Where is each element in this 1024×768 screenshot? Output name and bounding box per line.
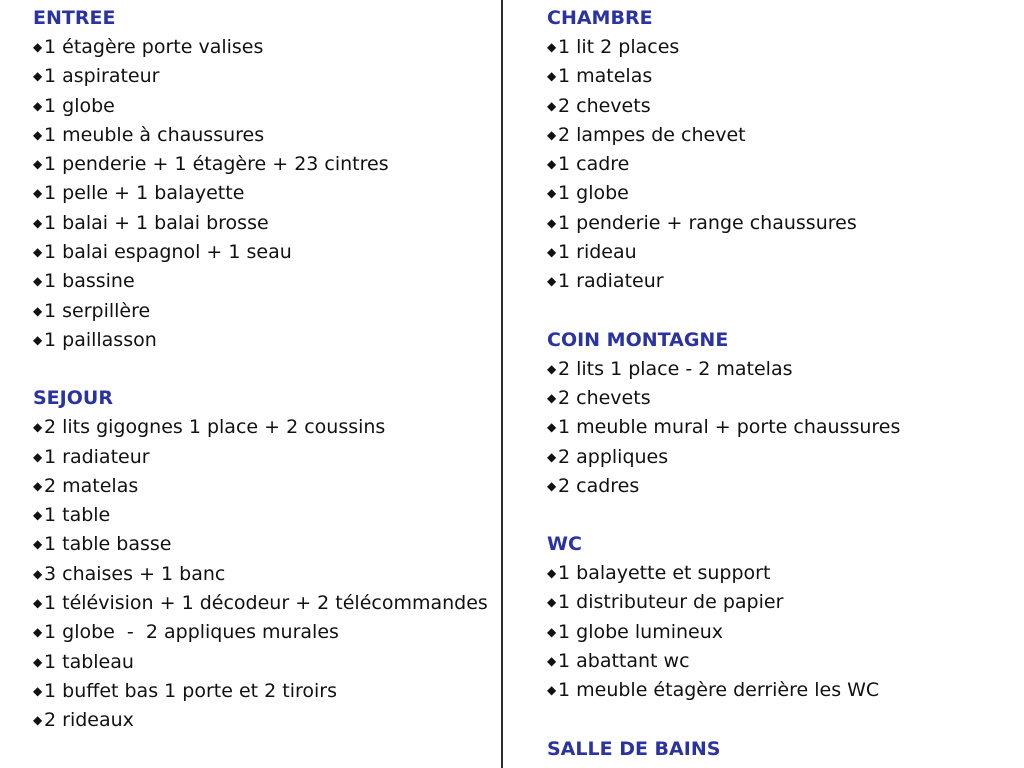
list-item — [33, 150, 493, 179]
diamond-bullet-icon: ◆ — [33, 713, 43, 728]
list-item-text: 1 table — [44, 504, 111, 527]
list-item — [33, 443, 493, 472]
section-title: SALLE DE BAINS — [547, 737, 721, 760]
list-item — [547, 267, 1007, 296]
list-item-text: 1 matelas — [558, 65, 653, 88]
cut-off-section-title — [33, 760, 163, 768]
list-item-text: 1 globe — [44, 94, 115, 117]
list-item — [547, 618, 1007, 647]
list-item — [33, 92, 493, 121]
list-item-text: 2 cadres — [558, 474, 640, 497]
section-coin-montagne — [547, 326, 1007, 501]
list-item-text: 1 bassine — [44, 270, 135, 293]
right-column — [547, 4, 1007, 764]
list-item — [33, 501, 493, 530]
list-item-text: 1 tableau — [44, 650, 134, 673]
list-item-text: 1 penderie + range chaussures — [558, 211, 857, 234]
diamond-bullet-icon: ◆ — [33, 332, 43, 347]
list-item — [33, 677, 493, 706]
list-item — [33, 121, 493, 150]
diamond-bullet-icon: ◆ — [33, 245, 43, 260]
diamond-bullet-icon: ◆ — [547, 361, 557, 376]
diamond-bullet-icon: ◆ — [547, 566, 557, 581]
diamond-bullet-icon: ◆ — [33, 683, 43, 698]
list-item — [547, 238, 1007, 267]
list-item-text: 1 paillasson — [44, 328, 157, 351]
list-item-text: 1 étagère porte valises — [44, 36, 264, 58]
list-item-text: 1 radiateur — [44, 445, 150, 468]
list-item-text: 1 meuble à chaussures — [44, 123, 265, 146]
list-item-text: 2 chevets — [558, 386, 651, 409]
diamond-bullet-icon: ◆ — [547, 157, 557, 172]
section-title: ENTREE — [33, 7, 116, 29]
list-item-text: 1 meuble mural + porte chaussures — [558, 416, 901, 439]
list-item-text: 1 globe — [558, 182, 629, 205]
list-item — [547, 676, 1007, 705]
list-item — [547, 62, 1007, 91]
diamond-bullet-icon: ◆ — [33, 157, 43, 172]
diamond-bullet-icon: ◆ — [33, 449, 43, 464]
list-item — [547, 92, 1007, 121]
list-item-text: 1 aspirateur — [44, 65, 160, 88]
list-item — [547, 413, 1007, 442]
list-item-text: 1 globe - 2 appliques murales — [44, 621, 339, 644]
diamond-bullet-icon: ◆ — [33, 40, 43, 54]
list-item-text: 1 balayette et support — [558, 562, 771, 585]
diamond-bullet-icon: ◆ — [33, 625, 43, 640]
list-item — [547, 33, 1007, 62]
diamond-bullet-icon: ◆ — [33, 654, 43, 669]
diamond-bullet-icon: ◆ — [547, 654, 557, 669]
list-item — [547, 121, 1007, 150]
section-chambre — [547, 4, 1007, 297]
section-title: SEJOUR — [33, 387, 113, 410]
list-item — [547, 588, 1007, 617]
diamond-bullet-icon: ◆ — [547, 449, 557, 464]
section-title: WC — [547, 533, 582, 556]
diamond-bullet-icon: ◆ — [33, 508, 43, 523]
diamond-bullet-icon: ◆ — [547, 683, 557, 698]
list-item — [547, 384, 1007, 413]
diamond-bullet-icon: ◆ — [547, 186, 557, 201]
list-item-text: 1 balai espagnol + 1 seau — [44, 241, 292, 264]
diamond-bullet-icon: ◆ — [547, 245, 557, 260]
list-item — [33, 179, 493, 208]
list-item-text: 1 table basse — [44, 533, 172, 556]
list-item — [547, 179, 1007, 208]
column-divider — [501, 0, 503, 768]
diamond-bullet-icon: ◆ — [547, 40, 557, 54]
list-item-text: 1 abattant wc — [558, 650, 690, 673]
diamond-bullet-icon: ◆ — [547, 274, 557, 289]
list-item — [33, 589, 493, 618]
section-sejour — [33, 384, 493, 735]
list-item-text: 1 cadre — [558, 153, 630, 176]
list-item — [33, 648, 493, 677]
list-item — [547, 472, 1007, 501]
list-item-text: 1 distributeur de papier — [558, 591, 784, 614]
list-item — [33, 472, 493, 501]
diamond-bullet-icon: ◆ — [33, 186, 43, 201]
list-item-text: 1 rideau — [558, 241, 637, 264]
list-item-text: 2 rideaux — [44, 709, 134, 732]
list-item — [33, 62, 493, 91]
list-item — [33, 297, 493, 326]
diamond-bullet-icon: ◆ — [33, 420, 43, 435]
list-item — [33, 326, 493, 355]
section-title: COIN MONTAGNE — [547, 328, 729, 351]
diamond-bullet-icon: ◆ — [33, 566, 43, 581]
list-item-text: 2 appliques — [558, 445, 669, 468]
list-item-text: 1 balai + 1 balai brosse — [44, 211, 269, 234]
diamond-bullet-icon: ◆ — [547, 595, 557, 610]
diamond-bullet-icon: ◆ — [547, 624, 557, 639]
list-item — [33, 706, 493, 735]
list-item-text: 1 télévision + 1 décodeur + 2 télécommandes — [44, 592, 488, 615]
list-item — [33, 413, 493, 442]
list-item-text: 2 matelas — [44, 474, 139, 497]
diamond-bullet-icon: ◆ — [33, 303, 43, 318]
section-salle-de-bains — [547, 735, 1007, 764]
list-item-text: 3 chaises + 1 banc — [44, 562, 226, 585]
section-entree — [33, 4, 493, 355]
diamond-bullet-icon: ◆ — [33, 69, 43, 84]
diamond-bullet-icon: ◆ — [33, 478, 43, 493]
list-item-text: 1 buffet bas 1 porte et 2 tiroirs — [44, 679, 337, 702]
diamond-bullet-icon: ◆ — [547, 69, 557, 84]
list-item — [33, 238, 493, 267]
diamond-bullet-icon: ◆ — [33, 274, 43, 289]
list-item — [33, 560, 493, 589]
diamond-bullet-icon: ◆ — [547, 390, 557, 405]
list-item — [547, 647, 1007, 676]
diamond-bullet-icon: ◆ — [547, 127, 557, 142]
list-item — [33, 33, 493, 62]
list-item — [33, 618, 493, 647]
list-item-text: 1 lit 2 places — [558, 36, 680, 58]
diamond-bullet-icon: ◆ — [33, 537, 43, 552]
diamond-bullet-icon: ◆ — [33, 127, 43, 142]
diamond-bullet-icon: ◆ — [547, 215, 557, 230]
list-item — [547, 355, 1007, 384]
list-item-text: 2 lampes de chevet — [558, 123, 746, 146]
list-item-text: 1 globe lumineux — [558, 620, 724, 643]
diamond-bullet-icon: ◆ — [33, 98, 43, 113]
section-wc — [547, 530, 1007, 705]
list-item-text: 2 lits 1 place - 2 matelas — [558, 357, 793, 380]
diamond-bullet-icon: ◆ — [33, 215, 43, 230]
list-item — [547, 443, 1007, 472]
list-item — [33, 209, 493, 238]
diamond-bullet-icon: ◆ — [33, 596, 43, 611]
list-item — [547, 559, 1007, 588]
list-item — [33, 530, 493, 559]
list-item-text: 1 penderie + 1 étagère + 23 cintres — [44, 153, 389, 176]
diamond-bullet-icon: ◆ — [547, 420, 557, 435]
list-item — [547, 209, 1007, 238]
left-column — [33, 4, 493, 736]
list-item — [547, 150, 1007, 179]
section-title: CHAMBRE — [547, 7, 653, 29]
list-item-text: 1 radiateur — [558, 270, 664, 293]
diamond-bullet-icon: ◆ — [547, 478, 557, 493]
list-item-text: 1 serpillère — [44, 299, 151, 322]
list-item-text: 1 pelle + 1 balayette — [44, 182, 245, 205]
list-item-text: 2 chevets — [558, 94, 651, 117]
list-item — [33, 267, 493, 296]
diamond-bullet-icon: ◆ — [547, 98, 557, 113]
list-item-text: 2 lits gigognes 1 place + 2 coussins — [44, 416, 386, 439]
list-item-text: 1 meuble étagère derrière les WC — [558, 679, 880, 702]
